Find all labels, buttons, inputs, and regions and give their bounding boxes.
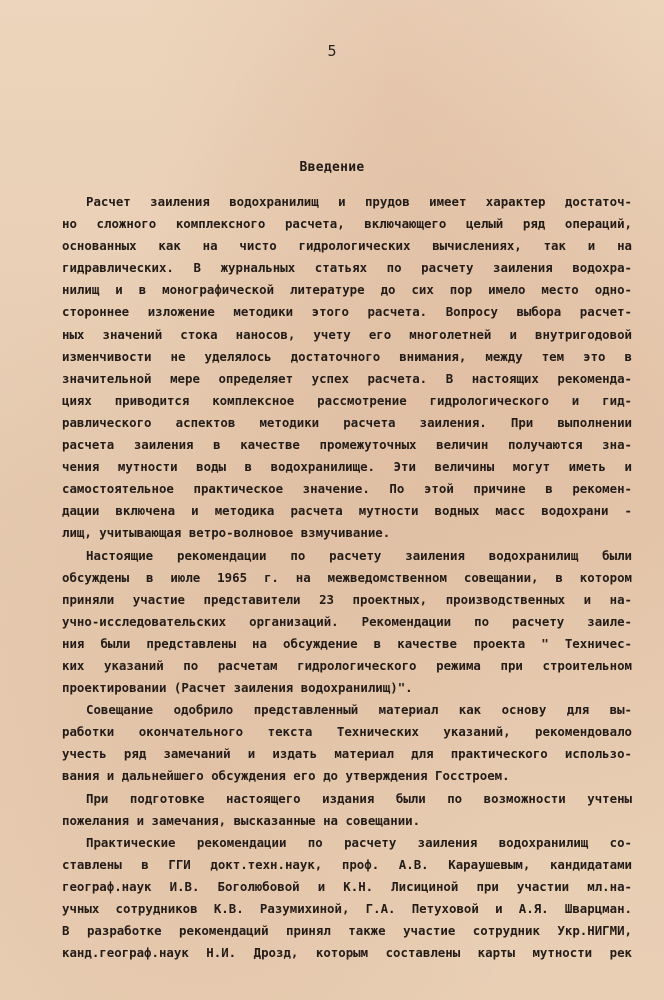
text-line: Расчет заиления водохранилищ и прудов имеет характер достаточ-	[86, 194, 632, 209]
text-line: Настоящие рекомендации по расчету заиления водохранилищ были	[86, 547, 632, 563]
text-line: вания и дальнейшего обсуждения его до утверждения Госстроем.	[62, 768, 510, 784]
text-line: расчета заиления в качестве промежуточных величин получаются зна-	[62, 437, 632, 453]
section-heading: Введение	[299, 160, 365, 175]
text-line: значительной мере определяет успех расчета. В настоящих рекоменда-	[62, 370, 632, 386]
text-line: проектировании (Расчет заиления водохранилищ)".	[62, 680, 413, 696]
text-line: ставлены в ГГИ докт.техн.наук, проф. А.В. Караушевым, кандидатами	[62, 856, 632, 872]
text-line: изменчивости не уделялось достаточного внимания, между тем это в	[62, 348, 632, 364]
text-line: циях приводится комплексное рассмотрение гидрологического и гид-	[62, 392, 632, 408]
text-line: географ.наук И.В. Боголюбовой и К.Н. Лисициной при участии мл.на-	[62, 878, 632, 894]
text-line: но сложного комплексного расчета, включающего целый ряд операций,	[62, 216, 632, 232]
text-line: учных сотрудников К.В. Разумихиной, Г.А. Петуховой и А.Я. Шварцман.	[62, 901, 632, 916]
text-line: основанных как на чисто гидрологических вычислениях, так и на	[62, 238, 632, 254]
text-line: Практические рекомендации по расчету заиления водохранилищ со-	[86, 834, 632, 850]
text-line: ких указаний по расчетам гидрологического режима при строительном	[62, 657, 632, 673]
text-line: При подготовке настоящего издания были по возможности учтены	[86, 790, 632, 806]
text-line: равлического аспектов методики расчета заиления. При выполнении	[62, 414, 632, 430]
text-line: учесть ряд замечаний и издать материал для практического использо-	[62, 746, 632, 762]
text-line: обсуждены в июле 1965 г. на межведомственном совещании, в котором	[62, 569, 632, 585]
page-number: 5	[327, 42, 337, 60]
text-line: гидравлических. В журнальных статьях по расчету заиления водохра-	[62, 260, 632, 276]
text-line: ных значений стока наносов, учету его многолетней и внутригодовой	[62, 326, 632, 342]
text-line: Совещание одобрило представленный материал как основу для вы-	[86, 702, 632, 718]
body-text	[62, 191, 632, 964]
text-line: дации включена и методика расчета мутности водных масс водохрани -	[62, 503, 632, 519]
text-line: ния были представлены на обсуждение в качестве проекта " Техничес-	[62, 635, 632, 651]
text-line: работки окончательного текста Технических указаний, рекомендовало	[62, 724, 632, 740]
text-line: учно-исследовательских организаций. Рекомендации по расчету заиле-	[62, 613, 632, 629]
text-line: В разработке рекомендаций принял также участие сотрудник Укр.НИГМИ,	[62, 923, 632, 939]
text-line: стороннее изложение методики этого расчета. Вопросу выбора расчет-	[62, 304, 632, 320]
text-line: канд.географ.наук Н.И. Дрозд, которым составлены карты мутности рек	[62, 945, 632, 961]
text-line: лищ, учитывающая ветро-волновое взмучивание.	[62, 525, 391, 541]
text-line: нилищ и в монографической литературе до сих пор имело место одно-	[62, 282, 632, 298]
text-line: приняли участие представители 23 проектных, производственных и на-	[62, 591, 632, 607]
text-line: самостоятельное практическое значение. По этой причине в рекомен-	[62, 481, 632, 497]
text-line: пожелания и замечания, высказанные на совещании.	[62, 812, 421, 828]
text-line: чения мутности воды в водохранилище. Эти величины могут иметь и	[62, 459, 632, 475]
